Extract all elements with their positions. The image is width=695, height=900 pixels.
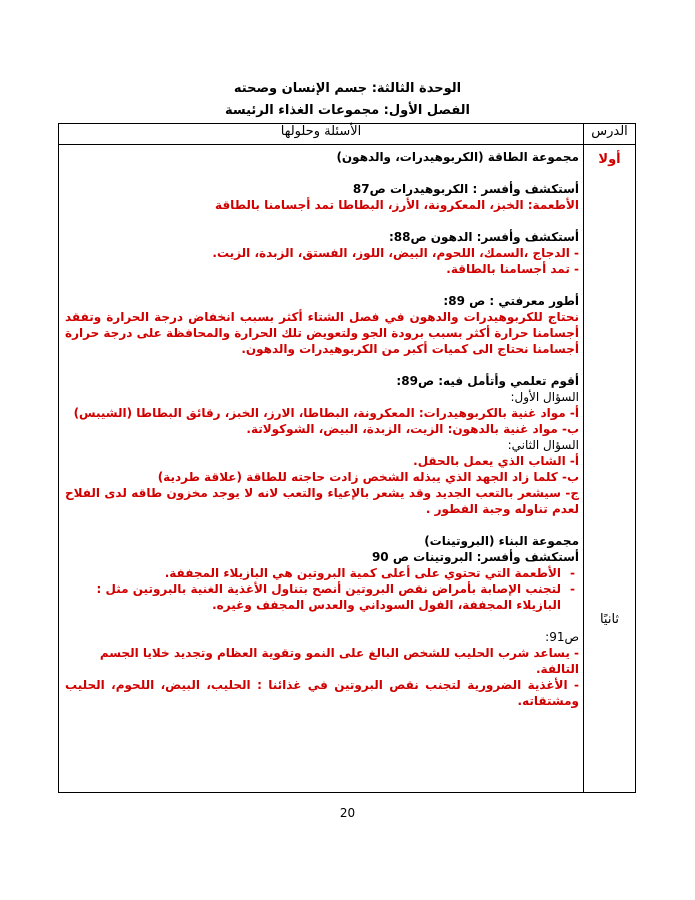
protein-answer-list: [65, 565, 579, 613]
protein-heading: أستكشف وأفسر: البروتينات ص 90: [371, 550, 579, 564]
question-2-answer-b: ب- كلما زاد الجهد الذي يبذله الشخص زادت حاجته للطاقة (علاقة طردية): [157, 470, 579, 484]
page-91-answer-1: - يساعد شرب الحليب للشخص البالغ على النمو وتقوية العظام وتجديد خلايا الجسم التالفة.: [99, 646, 579, 676]
lesson-label-first: أولا: [598, 152, 621, 167]
table-row: [59, 145, 636, 793]
question-2-answer-a: أ- الشاب الذي يعمل بالحقل.: [413, 454, 579, 468]
knowledge-heading: أطور معرفتي : ص 89:: [443, 294, 579, 308]
lesson-label-second: ثانيًا: [599, 612, 620, 627]
question-2-label: السؤال الثاني:: [507, 438, 579, 452]
column-header-content: الأسئلة وحلولها: [59, 124, 584, 145]
fats-heading: أستكشف وأفسر: الدهون ص88:: [388, 230, 579, 244]
fats-answer-1: - الدجاج ،السمك، اللحوم، البيض، اللوز، الفستق، الزبدة، الزيت.: [212, 246, 579, 260]
energy-group-title: مجموعة الطاقة (الكربوهيدرات، والدهون): [336, 150, 579, 164]
chapter-title: الفصل الأول: مجموعات الغذاء الرئيسة: [224, 103, 471, 118]
carbs-heading: أستكشف وأفسر : الكربوهيدرات ص87: [352, 182, 579, 196]
lessons-table: [58, 123, 636, 793]
protein-answer-2: - لتجنب الإصابة بأمراض نقص البروتين أنصح بتناول الأغذية الغنية بالبروتين مثل : البازيلاء المجففة، الفول السوداني والعدس المجفف وغيره.: [65, 581, 561, 613]
content-cell: [59, 145, 584, 793]
carbs-answer: الأطعمة: الخبز، المعكرونة، الأرز، البطاطا تمد أجسامنا بالطاقة: [215, 198, 579, 212]
fats-answer-2: - تمد أجسامنا بالطاقة.: [446, 262, 579, 276]
question-2-answer-c: ج- سيشعر بالتعب الجديد وقد يشعر بالإعياء والتعب لانه لا يوجد مخزون طاقه لدى الفلاح لعدم تناوله وجبة الفطور .: [65, 486, 579, 516]
page-header: [0, 78, 695, 122]
knowledge-answer: نحتاج للكربوهيدرات والدهون في فصل الشتاء أكثر بسبب انخفاض درجة الحرارة وتفقد أجسامنا حرارة أكثر بسبب برودة الجو ولتعويض تلك الحرارة والمحافظة على درجة حرارة أجسامنا نحتاج الى كميات أكبر من الكربوهيدرات والدهون.: [65, 310, 579, 356]
question-1-answer-b: ب- مواد غنية بالدهون: الزيت، الزبدة، البيض، الشوكولاتة.: [246, 422, 579, 436]
reflect-heading: أقوم تعلمي وأتأمل فيه: ص89:: [396, 374, 579, 388]
question-1-answer-a: أ- مواد غنية بالكربوهيدرات: المعكرونة، البطاطا، الارز، الخبز، رقائق البطاطا (الشيبس): [73, 406, 579, 420]
question-1-label: السؤال الأول:: [510, 390, 579, 404]
unit-title: الوحدة الثالثة: جسم الإنسان وصحته: [233, 81, 462, 96]
column-header-lesson: الدرس: [584, 124, 636, 145]
page-number: 20: [339, 806, 356, 820]
protein-answer-1: - الأطعمة التي تحتوي على أعلى كمية البروتين هي البازيلاء المجففة.: [65, 565, 561, 581]
page-91-answer-2: - الأغذية الضرورية لتجنب نقص البروتين في غذائنا : الحليب، البيض، اللحوم، الحليب ومشتقاته.: [65, 678, 579, 708]
lesson-cell: [584, 145, 636, 793]
page-91-heading: ص91:: [545, 630, 579, 644]
building-group-title: مجموعة البناء (البروتينات): [424, 534, 579, 548]
table-header-row: [59, 124, 636, 145]
